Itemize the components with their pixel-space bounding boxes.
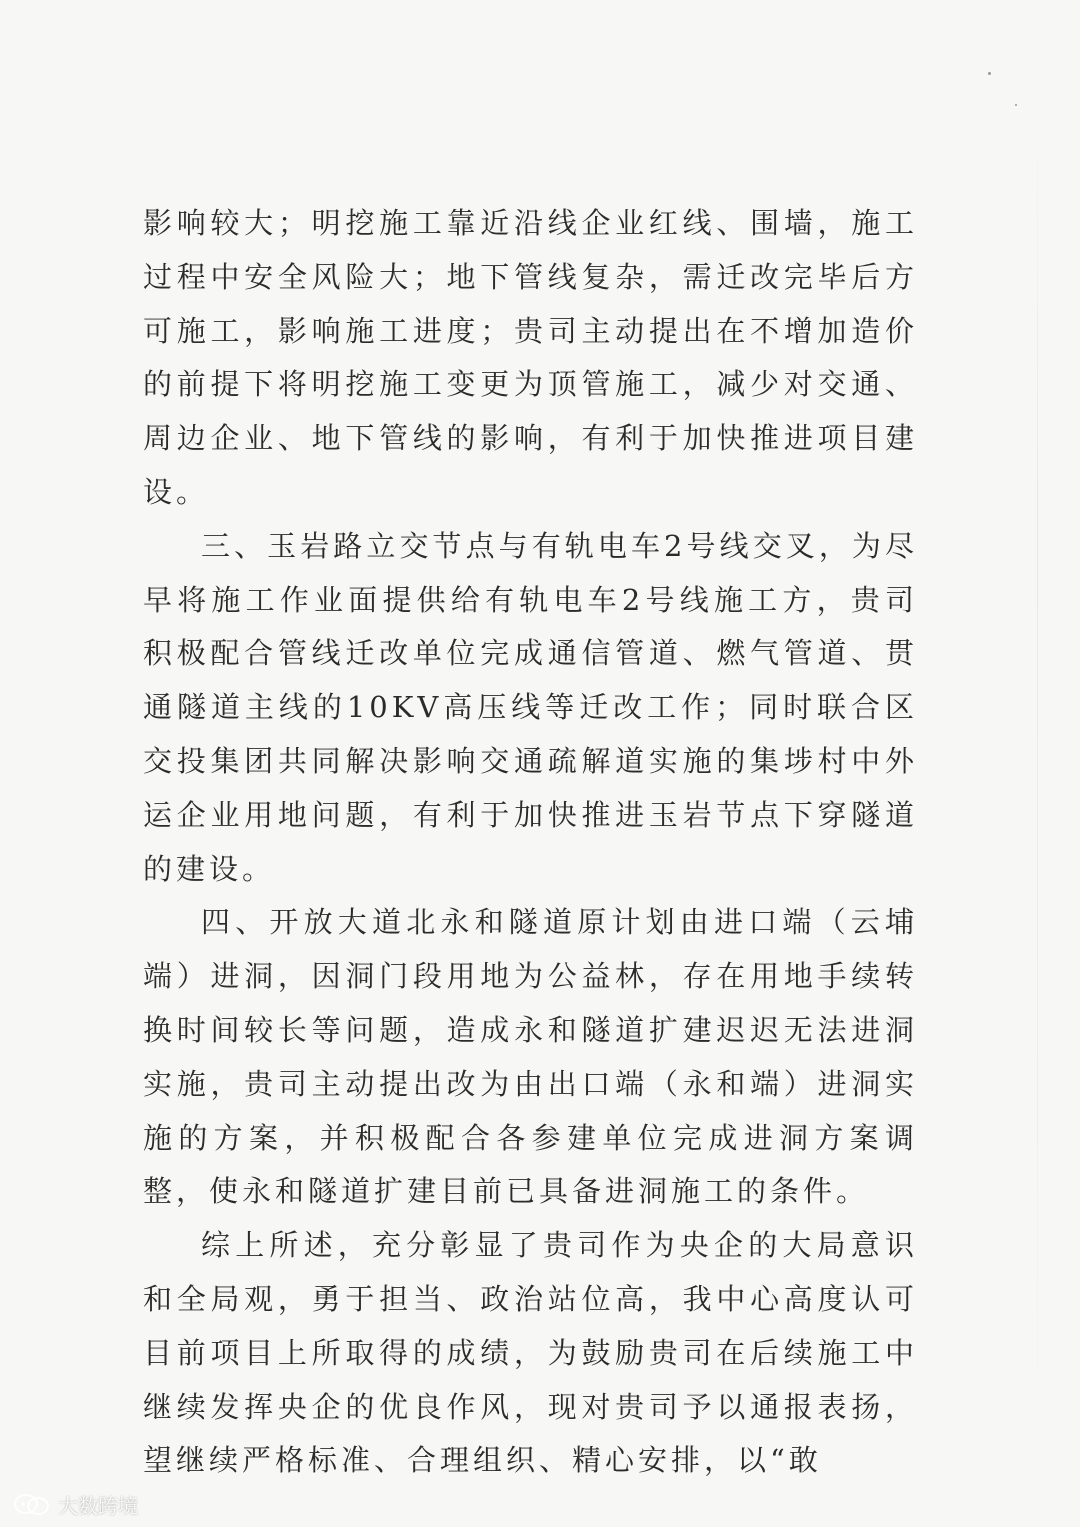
watermark (12, 1490, 138, 1519)
scan-speck (1015, 104, 1017, 106)
chat-bubble-logo-icon (12, 1492, 52, 1518)
paragraph-continuation: 影响较大；明挖施工靠近沿线企业红线、围墙，施工过程中安全风险大；地下管线复杂，需迁改完毕后方可施工，影响施工进度；贵司主动提出在不增加造价的前提下将明挖施工变更为顶管施工，减少对交通、周边企业、地下管线的影响，有利于加快推进项目建设。 (143, 206, 918, 509)
paragraph-item-four: 四、开放大道北永和隧道原计划由进口端（云埔端）进洞，因洞门段用地为公益林，存在用地手续转换时间较长等问题，造成永和隧道扩建迟迟无法进洞实施，贵司主动提出改为由出口端（永和端）进洞实施的方案，并积极配合各参建单位完成进洞方案调整，使永和隧道扩建目前已具备进洞施工的条件。 (143, 905, 918, 1209)
paragraph-summary: 综上所述，充分彰显了贵司作为央企的大局意识和全局观，勇于担当、政治站位高，我中心高度认可目前项目上所取得的成绩，为鼓励贵司在后续施工中继续发挥央企的优良作风，现对贵司予以通报表扬，望继续严格标准、合理组织、精心安排，以“敢 (143, 1228, 918, 1478)
watermark-text: 大数跨境 (58, 1494, 138, 1518)
scan-speck (988, 72, 991, 75)
page-edge-shadow (1037, 90, 1038, 1470)
body-text (143, 197, 918, 1488)
paragraph-item-three: 三、玉岩路立交节点与有轨电车2号线交叉，为尽早将施工作业面提供给有轨电车2号线施工方，贵司积极配合管线迁改单位完成通信管道、燃气管道、贯通隧道主线的10KV高压线等迁改工作；同时联合区交投集团共同解决影响交通疏解道实施的集埗村中外运企业用地问题，有利于加快推进玉岩节点下穿隧道的建设。 (143, 528, 918, 886)
